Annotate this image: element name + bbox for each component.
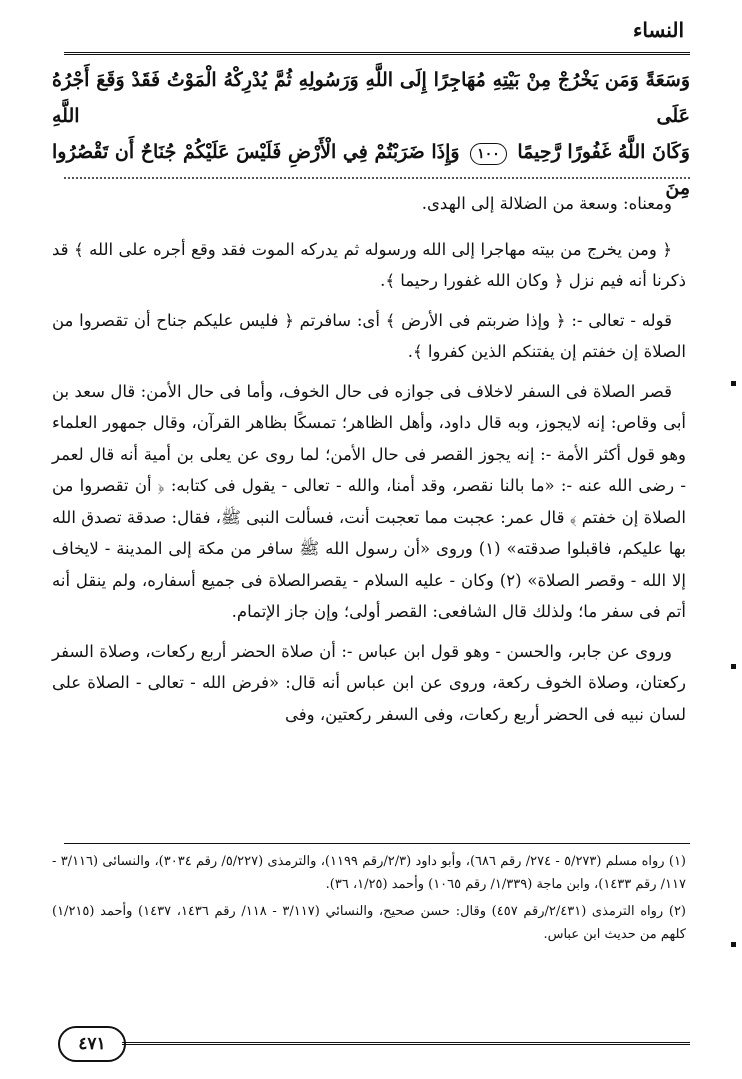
quran-verse-block xyxy=(52,62,690,206)
margin-mark xyxy=(731,381,736,386)
commentary-paragraph: ومعناه: وسعة من الضلالة إلى الهدى. xyxy=(421,194,672,213)
header-divider xyxy=(64,52,690,55)
page-number: ٤٧١ xyxy=(58,1026,126,1062)
commentary-text xyxy=(52,188,686,738)
footnotes xyxy=(52,850,686,950)
commentary-paragraph: وروى عن جابر، والحسن - وهو قول ابن عباس -: أن صلاة الحضر أربع ركعات، وصلاة السفر ركعتان، وصلاة الخوف ركعة، وروى عن ابن عباس أنه قال: «فرض الله - تعالى - الصلاة على لسان نبيه فى الحضر أربع ركعات، وفى السفر ركعتين، وفى xyxy=(52,641,686,724)
verse-number-marker: ١٠٠ xyxy=(470,143,507,165)
margin-mark xyxy=(731,664,736,669)
margin-mark xyxy=(731,942,736,947)
commentary-paragraph: قصر الصلاة فى السفر لاخلاف فى جوازه فى حال الخوف، وأما فى حال الأمن: قال سعد بن أبى وقاص: إنه لايجوز، وبه قال داود، وأهل الظاهر؛ تمسكًا بظاهر القرآن، وقال جمهور العلماء وهو قول أكثر الأمة -: إنه يجوز القصر فى حال الأمن؛ لما روى عن يعلى بن أمية أنه قال لعمر - رضى الله عنه -: «ما بالنا نقصر، وقد أمنا، والله - تعالى - يقول فى كتابه: ﴿ أن تقصروا من الصلاة إن خفتم ﴾ قال عمر: عجبت مما تعجبت أنت، فسألت النبى ﷺ، فقال: صدقة تصدق الله بها عليكم، فاقبلوا صدقته» (١) وروى «أن رسول الله ﷺ سافر من مكة إلى المدينة - لايخاف إلا الله - وقصر الصلاة» (٢) وكان - عليه السلام - يقصرالصلاة فى جميع أسفاره، ولم ينقل أنه أتم فى سفر ما؛ ولذلك قال الشافعى: القصر أولى؛ وإن جاز الإتمام. xyxy=(52,381,686,621)
footnote-1: (١) رواه مسلم (٥/٢٧٣ - ٢٧٤/ رقم ٦٨٦)، وأبو داود (٢/٣/رقم ١١٩٩)، والترمذى (٥/٢٢٧/ رقم ٣٠٣٤)، والنسائى (٣/١١٦ - ١١٧/ رقم ١٤٣٣)، وابن ماجة (١/٣٣٩/ رقم ١٠٦٥) وأحمد (١/٢٥، ٣٦). xyxy=(52,854,686,892)
verse-separator xyxy=(64,177,690,179)
footnote-divider xyxy=(64,843,690,844)
commentary-paragraph: ﴿ ومن يخرج من بيته مهاجرا إلى الله ورسوله ثم يدركه الموت فقد وقع أجره على الله ﴾ قد ذكرنا أنه فيم نزل ﴿ وكان الله غفورا رحيما ﴾. xyxy=(52,239,686,290)
verse-line-2-end: وَإِذَا ضَرَبْتُمْ فِي الْأَرْضِ فَلَيْسَ عَلَيْكُمْ جُنَاحٌ أَن تَقْصُرُوا مِنَ xyxy=(52,141,690,199)
commentary-paragraph: قوله - تعالى -: ﴿ وإذا ضربتم فى الأرض ﴾ أى: سافرتم ﴿ فليس عليكم جناح أن تقصروا من الصلاة إن خفتم إن يفتنكم الذين كفروا ﴾. xyxy=(52,310,686,361)
surah-header-title: النساء xyxy=(632,18,684,42)
footer-divider xyxy=(122,1042,690,1045)
verse-line-2-start: وَكَانَ اللَّهُ غَفُورًا رَّحِيمًا xyxy=(517,141,690,163)
verse-line-1: وَسَعَةً وَمَن يَخْرُجْ مِنْ بَيْتِهِ مُهَاجِرًا إِلَى اللَّهِ وَرَسُولِهِ ثُمَّ يُدْرِكْهُ الْمَوْتُ فَقَدْ وَقَعَ أَجْرُهُ عَلَى اللَّهِ xyxy=(52,69,690,127)
footnote-2: (٢) رواه الترمذى (٢/٤٣١/رقم ٤٥٧) وقال: حسن صحيح، والنسائي (٣/١١٧ - ١١٨/ رقم ١٤٣٦، ١٤٣٧) وأحمد (١/٢١٥) كلهم من حديث ابن عباس. xyxy=(52,904,686,942)
